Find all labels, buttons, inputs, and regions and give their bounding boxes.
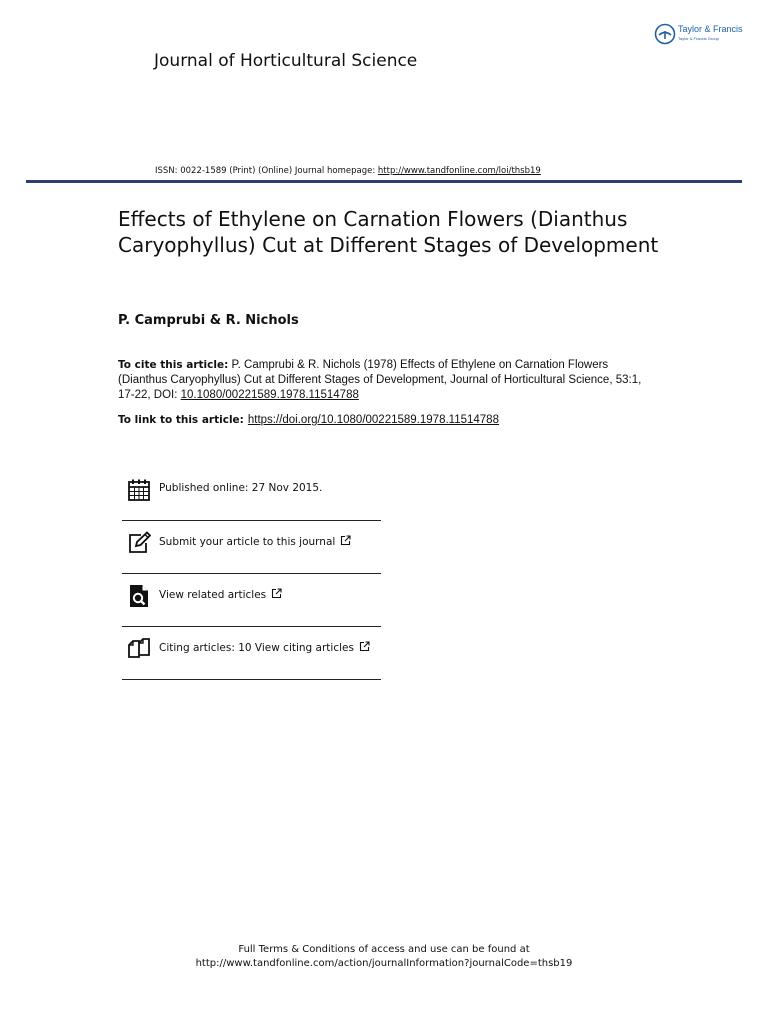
calendar-icon — [127, 478, 151, 502]
journal-title: Journal of Horticultural Science — [154, 51, 418, 71]
issn-line — [155, 166, 541, 176]
info-list-bottom-divider — [122, 679, 381, 680]
article-link-label: To link to this article: — [118, 414, 244, 426]
journal-homepage-link[interactable]: http://www.tandfonline.com/loi/thsb19 — [377, 166, 541, 176]
citation-text: P. Camprubi & R. Nichols (1978) Effects of Ethylene on Carnation Flowers (Dianthus Caryophyllus) Cut at Different Stages of Development, Journal of Horticultural Science, 53:1, 17-22, DOI: — [118, 359, 642, 401]
external-link-icon — [271, 588, 282, 599]
citation-label: To cite this article: — [118, 359, 229, 371]
article-info-list — [122, 468, 381, 680]
citing-articles-icon — [127, 637, 151, 661]
taylor-francis-logo-icon — [654, 23, 676, 45]
external-link-icon — [340, 535, 351, 546]
citing-articles-item[interactable] — [122, 626, 381, 679]
related-articles-text: View related articles — [159, 589, 267, 601]
article-link-block — [118, 413, 678, 428]
terms-footer — [0, 943, 768, 971]
external-link-icon — [359, 641, 370, 652]
edit-icon — [127, 531, 151, 555]
citation-doi-link[interactable]: 10.1080/00221589.1978.11514788 — [180, 389, 359, 401]
article-title: Effects of Ethylene on Carnation Flowers (Dianthus Caryophyllus) Cut at Different Stages of Development — [118, 207, 659, 257]
submit-article-item[interactable] — [122, 520, 381, 573]
article-authors: P. Camprubi & R. Nichols — [118, 313, 299, 328]
published-online-item — [122, 468, 381, 520]
terms-footer-url[interactable]: http://www.tandfonline.com/action/journalInformation?journalCode=thsb19 — [195, 958, 573, 969]
search-document-icon — [127, 584, 151, 608]
published-online-label: Published online: 27 Nov 2015. — [159, 482, 323, 494]
issn-text: ISSN: 0022-1589 (Print) (Online) Journal homepage: — [155, 166, 378, 176]
citation-block — [118, 358, 648, 403]
citing-articles-text: Citing articles: 10 View citing articles — [159, 642, 354, 654]
publisher-name: Taylor & Francis — [678, 24, 743, 34]
citing-articles-label — [159, 641, 370, 654]
publisher-group: Taylor & Francis Group — [678, 36, 719, 41]
submit-article-text: Submit your article to this journal — [159, 536, 336, 548]
header-divider — [26, 180, 742, 183]
related-articles-label — [159, 588, 282, 601]
related-articles-item[interactable] — [122, 573, 381, 626]
submit-article-label — [159, 535, 351, 548]
article-doi-url-link[interactable]: https://doi.org/10.1080/00221589.1978.11514788 — [247, 414, 499, 426]
publisher-logo[interactable] — [654, 22, 754, 48]
terms-footer-line1: Full Terms & Conditions of access and use can be found at — [238, 944, 530, 955]
